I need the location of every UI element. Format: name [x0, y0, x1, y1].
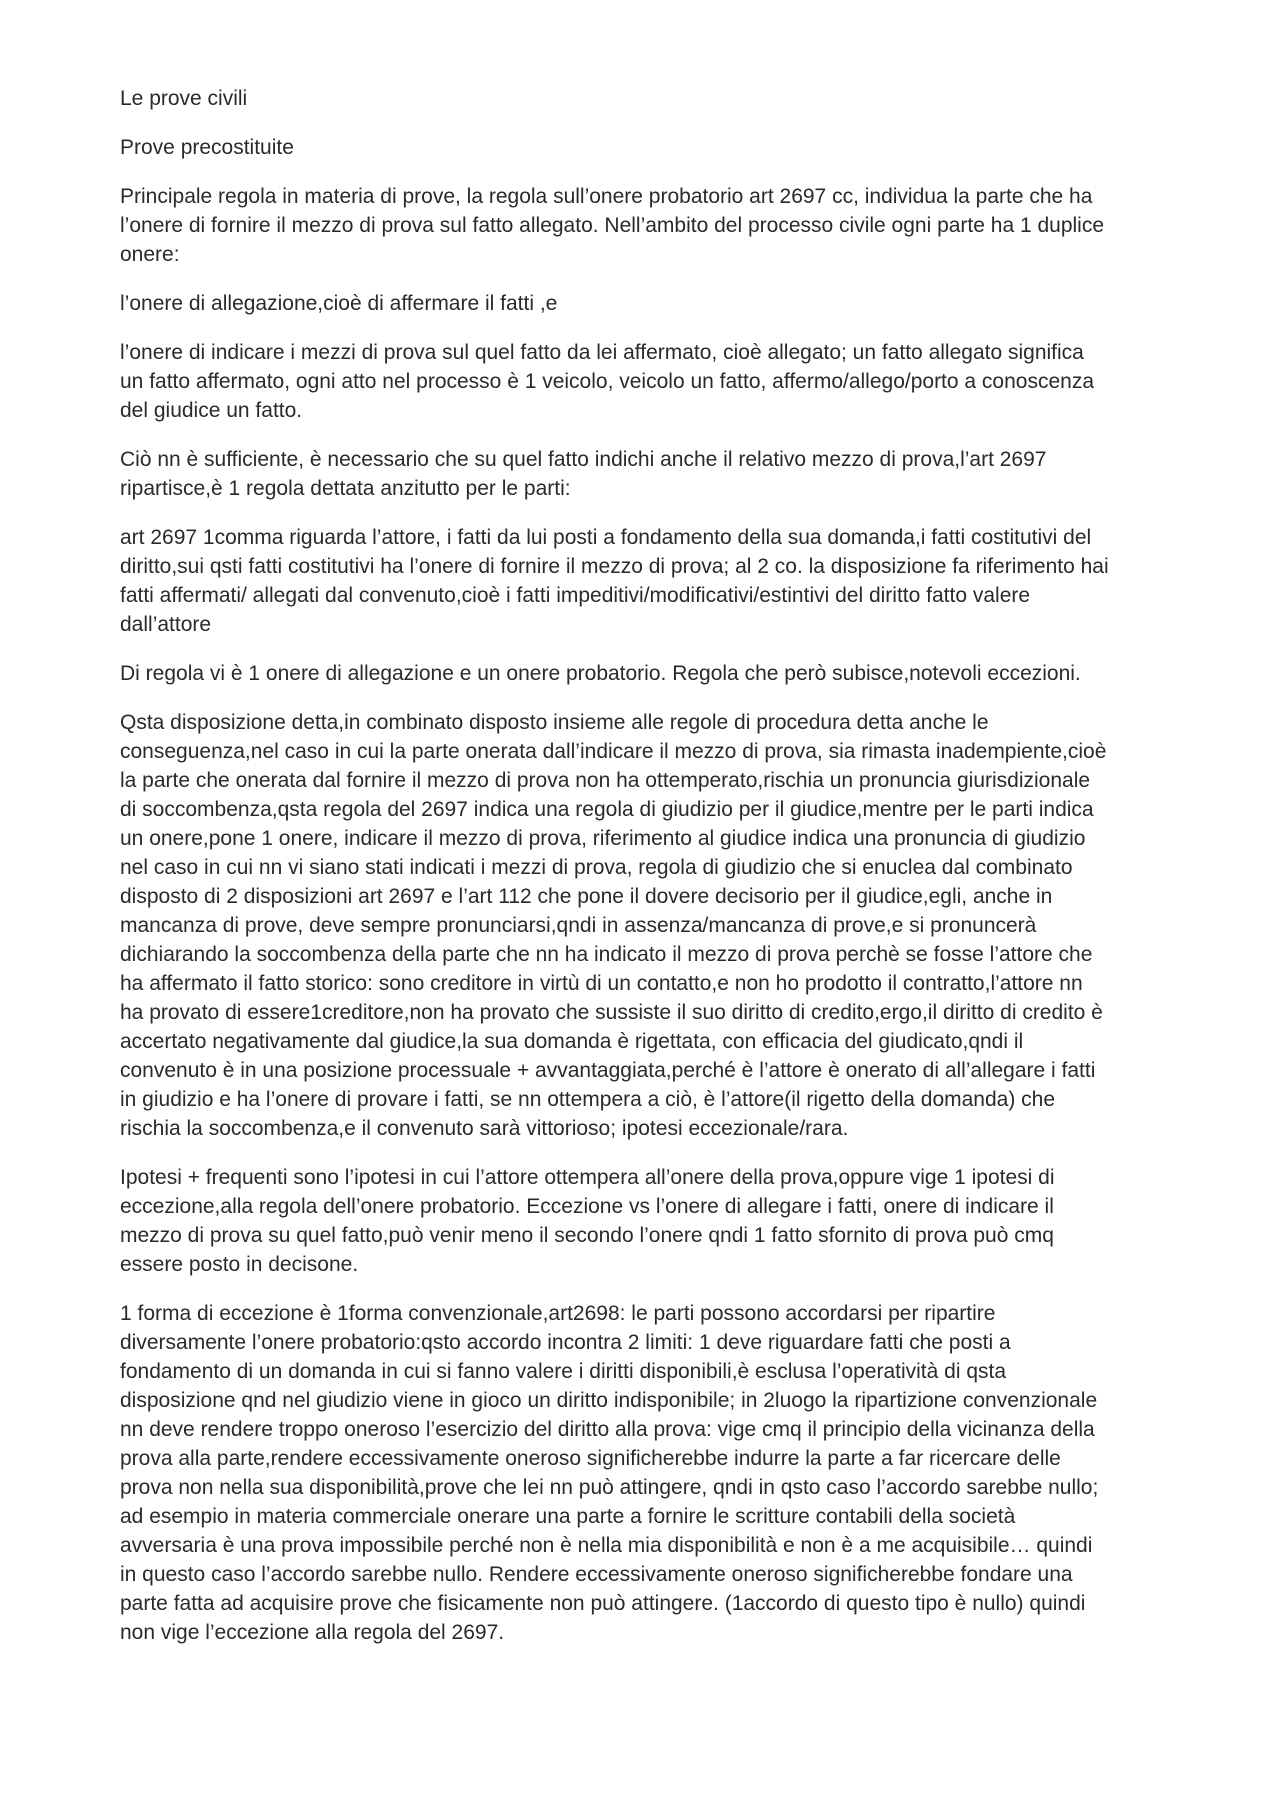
paragraph-2: l’onere di allegazione,cioè di affermare il fatti ,e	[120, 292, 558, 315]
paragraph-3: l’onere di indicare i mezzi di prova sul quel fatto da lei affermato, cioè allegato; un fatto allegato significa un fatto affermato, ogni atto nel processo è 1 veicolo, veicolo un fatto, affermo/allego/porto a conoscenza del giudice un fatto.	[120, 341, 1094, 422]
document-title: Le prove civili	[120, 87, 248, 110]
paragraph-1: Principale regola in materia di prove, la regola sull’onere probatorio art 2697 cc, individua la parte che ha l’onere di fornire il mezzo di prova sul fatto allegato. Nell’ambito del processo civile ogni parte ha 1 duplice onere:	[120, 185, 1105, 266]
document-body	[120, 84, 1240, 1667]
paragraph-6: Di regola vi è 1 onere di allegazione e un onere probatorio. Regola che però subisce,notevoli eccezioni.	[120, 662, 1081, 685]
document-subtitle: Prove precostituite	[120, 136, 294, 159]
paragraph-9: 1 forma di eccezione è 1forma convenzionale,art2698: le parti possono accordarsi per ripartire diversamente l’onere probatorio:qsto accordo incontra 2 limiti: 1 deve riguardare fatti che posti a fondamento di un domanda in cui si fanno valere i diritti disponibili,è esclusa l’operatività di qsta disposizione qnd nel giudizio viene in gioco un diritto indisponibile; in 2luogo la ripartizione convenzionale nn deve rendere troppo oneroso l’esercizio del diritto alla prova: vige cmq il principio della vicinanza della prova alla parte,rendere eccessivamente oneroso significherebbe indurre la parte a far ricercare delle prova non nella sua disponibilità,prove che lei nn può attingere, qndi in qsto caso l’accordo sarebbe nullo; ad esempio in materia commerciale onerare una parte a fornire le scritture contabili della società avversaria è una prova impossibile perché non è nella mia disponibilità e non è a me acquisibile… quindi in questo caso l’accordo sarebbe nullo. Rendere eccessivamente oneroso significherebbe fondare una parte fatta ad acquisire prove che fisicamente non può attingere. (1accordo di questo tipo è nullo) quindi non vige l’eccezione alla regola del 2697.	[120, 1302, 1099, 1644]
paragraph-7: Qsta disposizione detta,in combinato disposto insieme alle regole di procedura detta anche le conseguenza,nel caso in cui la parte onerata dall’indicare il mezzo di prova, sia rimasta inadempiente,cioè la parte che onerata dal fornire il mezzo di prova non ha ottemperato,rischia un pronuncia giurisdizionale di soccombenza,qsta regola del 2697 indica una regola di giudizio per il giudice,mentre per le parti indica un onere,pone 1 onere, indicare il mezzo di prova, riferimento al giudice indica una pronuncia di giudizio nel caso in cui nn vi siano stati indicati i mezzi di prova, regola di giudizio che si enuclea dal combinato disposto di 2 disposizioni art 2697 e l’art 112 che pone il dovere decisorio per il giudice,egli, anche in mancanza di prove, deve sempre pronunciarsi,qndi in assenza/mancanza di prove,e si pronuncerà dichiarando la soccombenza della parte che nn ha indicato il mezzo di prova perchè se fosse l’attore che ha affermato il fatto storico: sono creditore in virtù di un contatto,e non ho prodotto il contratto,l’attore nn ha provato di essere1creditore,non ha provato che sussiste il suo diritto di credito,ergo,il diritto di credito è accertato negativamente dal giudice,la sua domanda è rigettata, con efficacia del giudicato,qndi il convenuto è in una posizione processuale + avvantaggiata,perché è l’attore è onerato di all’allegare i fatti in giudizio e ha l’onere di provare i fatti, se nn ottempera a ciò, è l’attore(il rigetto della domanda) che rischia la soccombenza,e il convenuto sarà vittorioso; ipotesi eccezionale/rara.	[120, 711, 1107, 1140]
paragraph-5: art 2697 1comma riguarda l’attore, i fatti da lui posti a fondamento della sua domanda,i fatti costitutivi del diritto,sui qsti fatti costitutivi ha l’onere di fornire il mezzo di prova; al 2 co. la disposizione fa riferimento hai fatti affermati/ allegati dal convenuto,cioè i fatti impeditivi/modificativi/estintivi del diritto fatto valere dall’attore	[120, 526, 1109, 636]
paragraph-8: Ipotesi + frequenti sono l’ipotesi in cui l’attore ottempera all’onere della prova,oppure vige 1 ipotesi di eccezione,alla regola dell’onere probatorio. Eccezione vs l’onere di allegare i fatti, onere di indicare il mezzo di prova su quel fatto,può venir meno il secondo l’onere qndi 1 fatto sfornito di prova può cmq essere posto in decisone.	[120, 1166, 1055, 1276]
paragraph-4: Ciò nn è sufficiente, è necessario che su quel fatto indichi anche il relativo mezzo di prova,l’art 2697 ripartisce,è 1 regola dettata anzitutto per le parti:	[120, 448, 1047, 500]
